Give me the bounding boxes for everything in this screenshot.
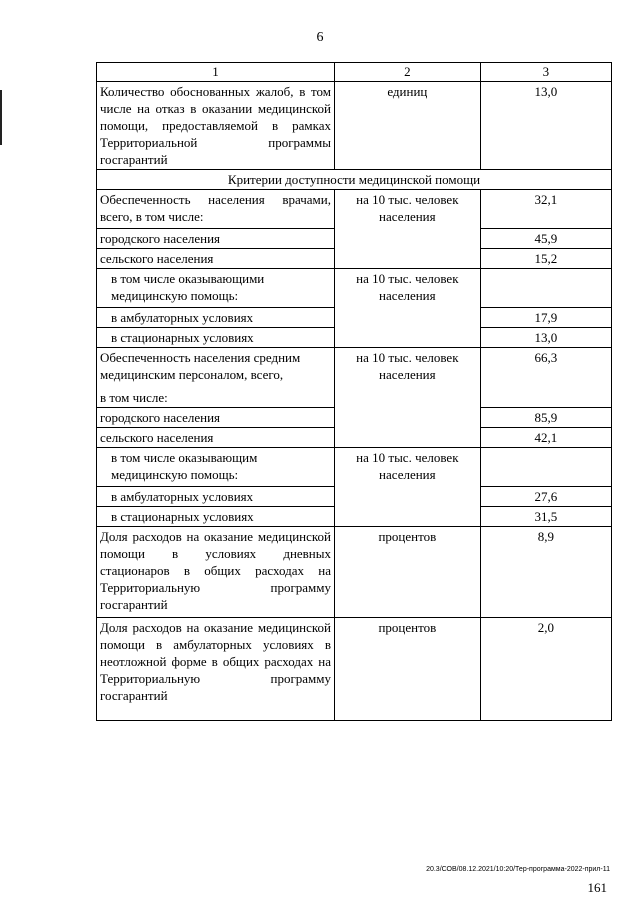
nurses-inpatient-value: 31,5 <box>480 507 611 527</box>
table-row <box>97 269 612 308</box>
header-col-2: 2 <box>335 63 481 82</box>
nurses-urban-value: 85,9 <box>480 408 611 428</box>
doctors-label: Обеспеченность населения врачами, всего, в том числе: <box>97 190 335 229</box>
emergency-share-unit: процентов <box>335 618 481 721</box>
doctors-urban-label: городского населения <box>97 229 335 249</box>
doctors-sub-label: в том числе оказывающими медицинскую помощь: <box>97 269 335 308</box>
header-col-1: 1 <box>97 63 335 82</box>
table-row <box>97 448 612 487</box>
nurses-unit: на 10 тыс. человек населения <box>335 348 481 448</box>
emergency-share-value: 2,0 <box>480 618 611 721</box>
doctors-sub-unit: на 10 тыс. человек населения <box>335 269 481 348</box>
header-col-3: 3 <box>480 63 611 82</box>
sheet-number: 161 <box>587 880 607 895</box>
nurses-value: 66,3 <box>480 348 611 408</box>
section-row <box>97 170 612 190</box>
complaints-label: Количество обоснованных жалоб, в том числе на отказ в оказании медицинской помощи, предоставляемой в рамках Территориальной программы госгарантий <box>97 82 335 170</box>
doctors-rural-label: сельского населения <box>97 249 335 269</box>
nurses-label: Обеспеченность населения средним медицинским персоналом, всего, <box>100 350 301 382</box>
nurses-urban-label: городского населения <box>97 408 335 428</box>
table-row <box>97 618 612 721</box>
complaints-value: 13,0 <box>480 82 611 170</box>
criteria-table <box>96 62 612 721</box>
table-row <box>97 348 612 408</box>
header-row <box>97 63 612 82</box>
footer-code: 20.3/СОВ/08.12.2021/10:20/Тер-программа-2022-прил-11 <box>426 866 610 873</box>
nurses-ambulatory-value: 27,6 <box>480 487 611 507</box>
doctors-unit: на 10 тыс. человек населения <box>335 190 481 269</box>
doctors-inpatient-label: в стационарных условиях <box>97 328 335 348</box>
doctors-rural-value: 15,2 <box>480 249 611 269</box>
doctors-sub-value <box>480 269 611 308</box>
page-number: 6 <box>316 30 324 45</box>
nurses-sub-label: в том числе оказывающим медицинскую помощь: <box>97 448 335 487</box>
table-row <box>97 82 612 170</box>
doctors-inpatient-value: 13,0 <box>480 328 611 348</box>
nurses-ambulatory-label: в амбулаторных условиях <box>97 487 335 507</box>
table-row <box>97 190 612 229</box>
nurses-sub-unit: на 10 тыс. человек населения <box>335 448 481 527</box>
table-row <box>97 527 612 618</box>
emergency-share-label: Доля расходов на оказание медицинской помощи в амбулаторных условиях в неотложной форме в общих расходах на Территориальную программу госгарантий <box>97 618 335 721</box>
day-hospital-share-value: 8,9 <box>480 527 611 618</box>
nurses-inpatient-label: в стационарных условиях <box>97 507 335 527</box>
complaints-unit: единиц <box>335 82 481 170</box>
nurses-rural-value: 42,1 <box>480 428 611 448</box>
section-title: Критерии доступности медицинской помощи <box>97 170 612 190</box>
day-hospital-share-unit: процентов <box>335 527 481 618</box>
doctors-ambulatory-label: в амбулаторных условиях <box>97 308 335 328</box>
nurses-label-2: в том числе: <box>100 390 168 405</box>
doctors-value: 32,1 <box>480 190 611 229</box>
margin-mark <box>0 90 2 145</box>
doctors-urban-value: 45,9 <box>480 229 611 249</box>
day-hospital-share-label: Доля расходов на оказание медицинской помощи в условиях дневных стационаров в общих расходах на Территориальную программу госгарантий <box>97 527 335 618</box>
nurses-rural-label: сельского населения <box>97 428 335 448</box>
doctors-ambulatory-value: 17,9 <box>480 308 611 328</box>
nurses-sub-value <box>480 448 611 487</box>
nurses-label-cell <box>97 348 335 408</box>
